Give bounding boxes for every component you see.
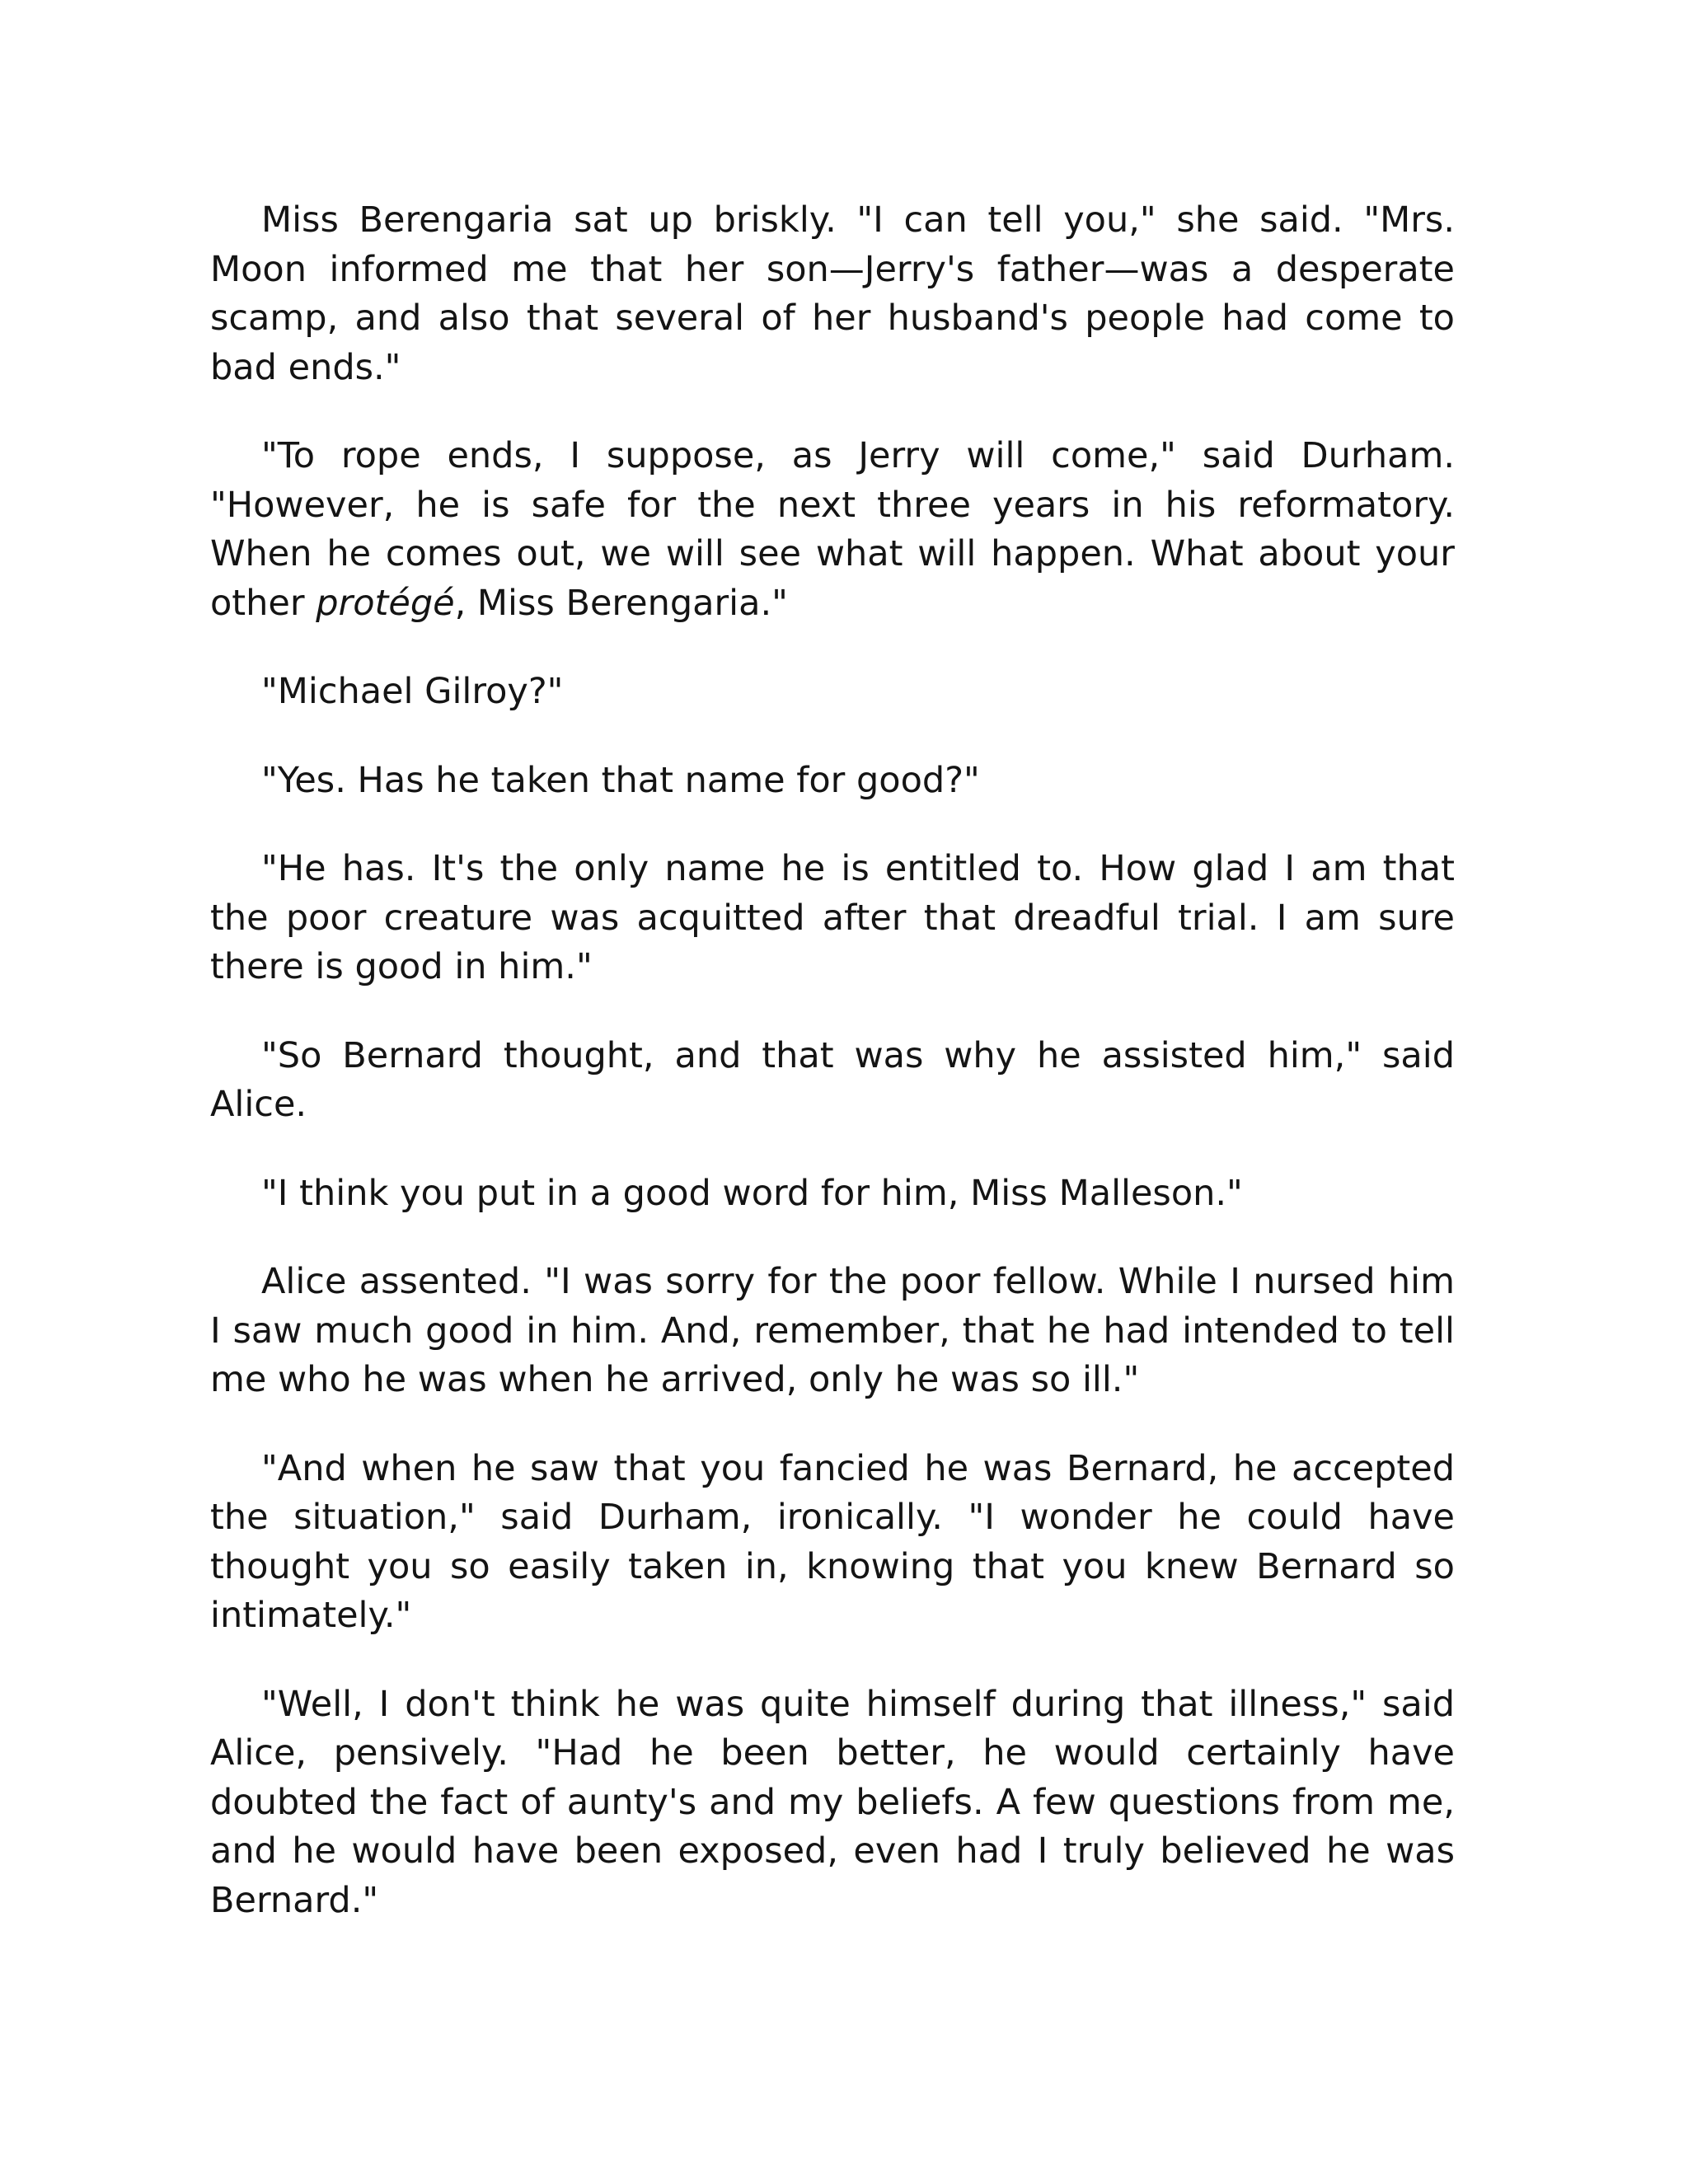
paragraph: "So Bernard thought, and that was why he assisted him," said Alice.: [210, 1034, 1455, 1125]
paragraph: [210, 432, 1455, 628]
paragraph-text: "To rope ends, I suppose, as Jerry will come," said Durham. "However, he is safe for the next three years in his reformatory. When he comes out, we will see what will happen. What about your other: [210, 435, 1455, 624]
paragraph-text: , Miss Berengaria.": [454, 582, 788, 624]
paragraph: Miss Berengaria sat up briskly. "I can tell you," she said. "Mrs. Moon informed me that her son—Jerry's father—was a desperate scamp, and also that several of her husband's people had come to bad ends.": [210, 199, 1455, 388]
paragraph: "Yes. Has he taken that name for good?": [261, 759, 980, 801]
paragraph: Alice assented. "I was sorry for the poor fellow. While I nursed him I saw much good in him. And, remember, that he had intended to tell me who he was when he arrived, only he was so ill.": [210, 1261, 1455, 1400]
paragraph: "He has. It's the only name he is entitled to. How glad I am that the poor creature was acquitted after that dreadful trial. I am sure there is good in him.": [210, 848, 1455, 987]
paragraph: "I think you put in a good word for him, Miss Malleson.": [261, 1172, 1243, 1214]
paragraph: "Well, I don't think he was quite himself during that illness," said Alice, pensively. "Had he been better, he would certainly have doubted the fact of aunty's and my beliefs. A few questions from me, and he would have been exposed, even had I truly believed he was Bernard.": [210, 1683, 1455, 1921]
paragraph: "And when he saw that you fancied he was Bernard, he accepted the situation," said Durham, ironically. "I wonder he could have thought you so easily taken in, knowing that you knew Bernard so intimately.": [210, 1447, 1455, 1636]
italic-word: protégé: [316, 582, 455, 624]
book-page: [210, 196, 1455, 1925]
paragraph: "Michael Gilroy?": [261, 671, 564, 712]
